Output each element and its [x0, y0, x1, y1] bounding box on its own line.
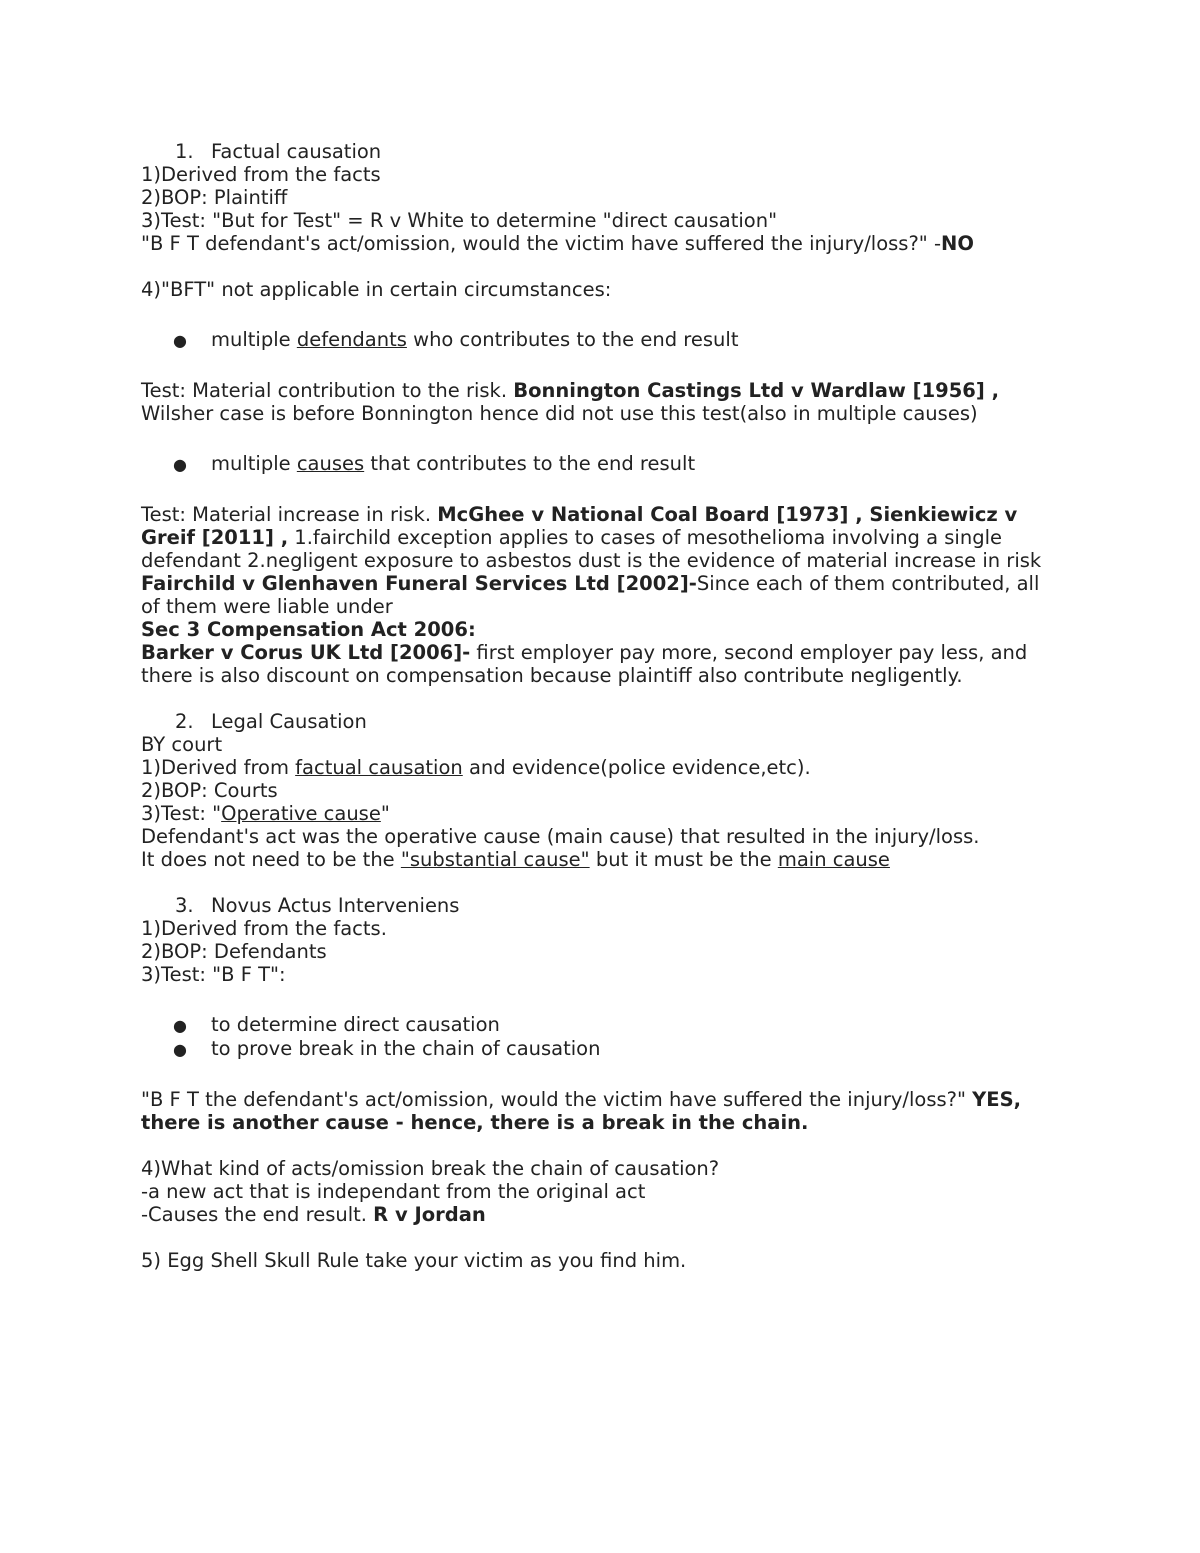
s3-line-3: 3)Test: "B F T": [141, 963, 286, 986]
bullet-multiple-causes: ● multiple causes that contributes to the end result [173, 452, 696, 475]
test-material-increase: Test: Material increase in risk. McGhee v National Coal Board [1973] , Sienkiewicz v Greif [2011] , 1.fairchild exception applies to cases of mesothelioma involving a single defendant 2.negligent exposure to asbestos dust is the evidence of material increase in risk [141, 503, 1042, 572]
bullet-icon: ● [173, 331, 187, 350]
section-3-heading: 3. Novus Actus Interveniens [175, 894, 460, 917]
s3-line-6: -Causes the end result. R v Jordan [141, 1203, 486, 1226]
s3-line-5: -a new act that is independant from the original act [141, 1180, 646, 1203]
test-material-contribution: Test: Material contribution to the risk. Bonnington Castings Ltd v Wardlaw [1956] , [141, 379, 999, 402]
egg-shell-skull-rule: 5) Egg Shell Skull Rule take your victim as you find him. [141, 1249, 687, 1272]
section-1-heading: 1. Factual causation [175, 140, 382, 163]
bullet-multiple-defendants: ● multiple defendants who contributes to the end result [173, 328, 739, 351]
s1-line-2: 2)BOP: Plaintiff [141, 186, 288, 209]
wilsher-note: Wilsher case is before Bonnington hence did not use this test(also in multiple causes) [141, 402, 978, 425]
s2-line-2: 2)BOP: Courts [141, 779, 278, 802]
s1-line-1: 1)Derived from the facts [141, 163, 381, 186]
sec3-compensation-act: Sec 3 Compensation Act 2006: [141, 618, 476, 641]
s3-line-1: 1)Derived from the facts. [141, 917, 387, 940]
s1-line-5: 4)"BFT" not applicable in certain circumstances: [141, 278, 612, 301]
s3-line-4: 4)What kind of acts/omission break the chain of causation? [141, 1157, 720, 1180]
s2-line-3: 3)Test: "Operative cause" [141, 802, 390, 825]
s2-line-1: 1)Derived from factual causation and evidence(police evidence,etc). [141, 756, 811, 779]
fairchild-case: Fairchild v Glenhaven Funeral Services Ltd [2002]-Since each of them contributed, all of them were liable under [141, 572, 1040, 618]
s2-line-5: It does not need to be the "substantial cause" but it must be the main cause [141, 848, 890, 871]
bullet-icon: ● [173, 455, 187, 474]
bft-yes-question: "B F T the defendant's act/omission, would the victim have suffered the injury/loss?" YES, there is another cause - hence, there is a break in the chain. [141, 1088, 1022, 1134]
barker-case: Barker v Corus UK Ltd [2006]- first employer pay more, second employer pay less, and there is also discount on compensation because plaintiff also contribute negligently. [141, 641, 1028, 687]
s1-line-4: "B F T defendant's act/omission, would the victim have suffered the injury/loss?" -NO [141, 232, 974, 255]
bullet-direct-causation: ● to determine direct causation [173, 1013, 500, 1036]
s1-line-3: 3)Test: "But for Test" = R v White to determine "direct causation" [141, 209, 778, 232]
section-2-heading: 2. Legal Causation [175, 710, 367, 733]
s2-line-0: BY court [141, 733, 223, 756]
s3-line-2: 2)BOP: Defendants [141, 940, 327, 963]
bullet-icon: ● [173, 1016, 187, 1035]
bullet-break-chain: ● to prove break in the chain of causation [173, 1037, 601, 1060]
s2-line-4: Defendant's act was the operative cause (main cause) that resulted in the injury/loss. [141, 825, 980, 848]
bullet-icon: ● [173, 1040, 187, 1059]
